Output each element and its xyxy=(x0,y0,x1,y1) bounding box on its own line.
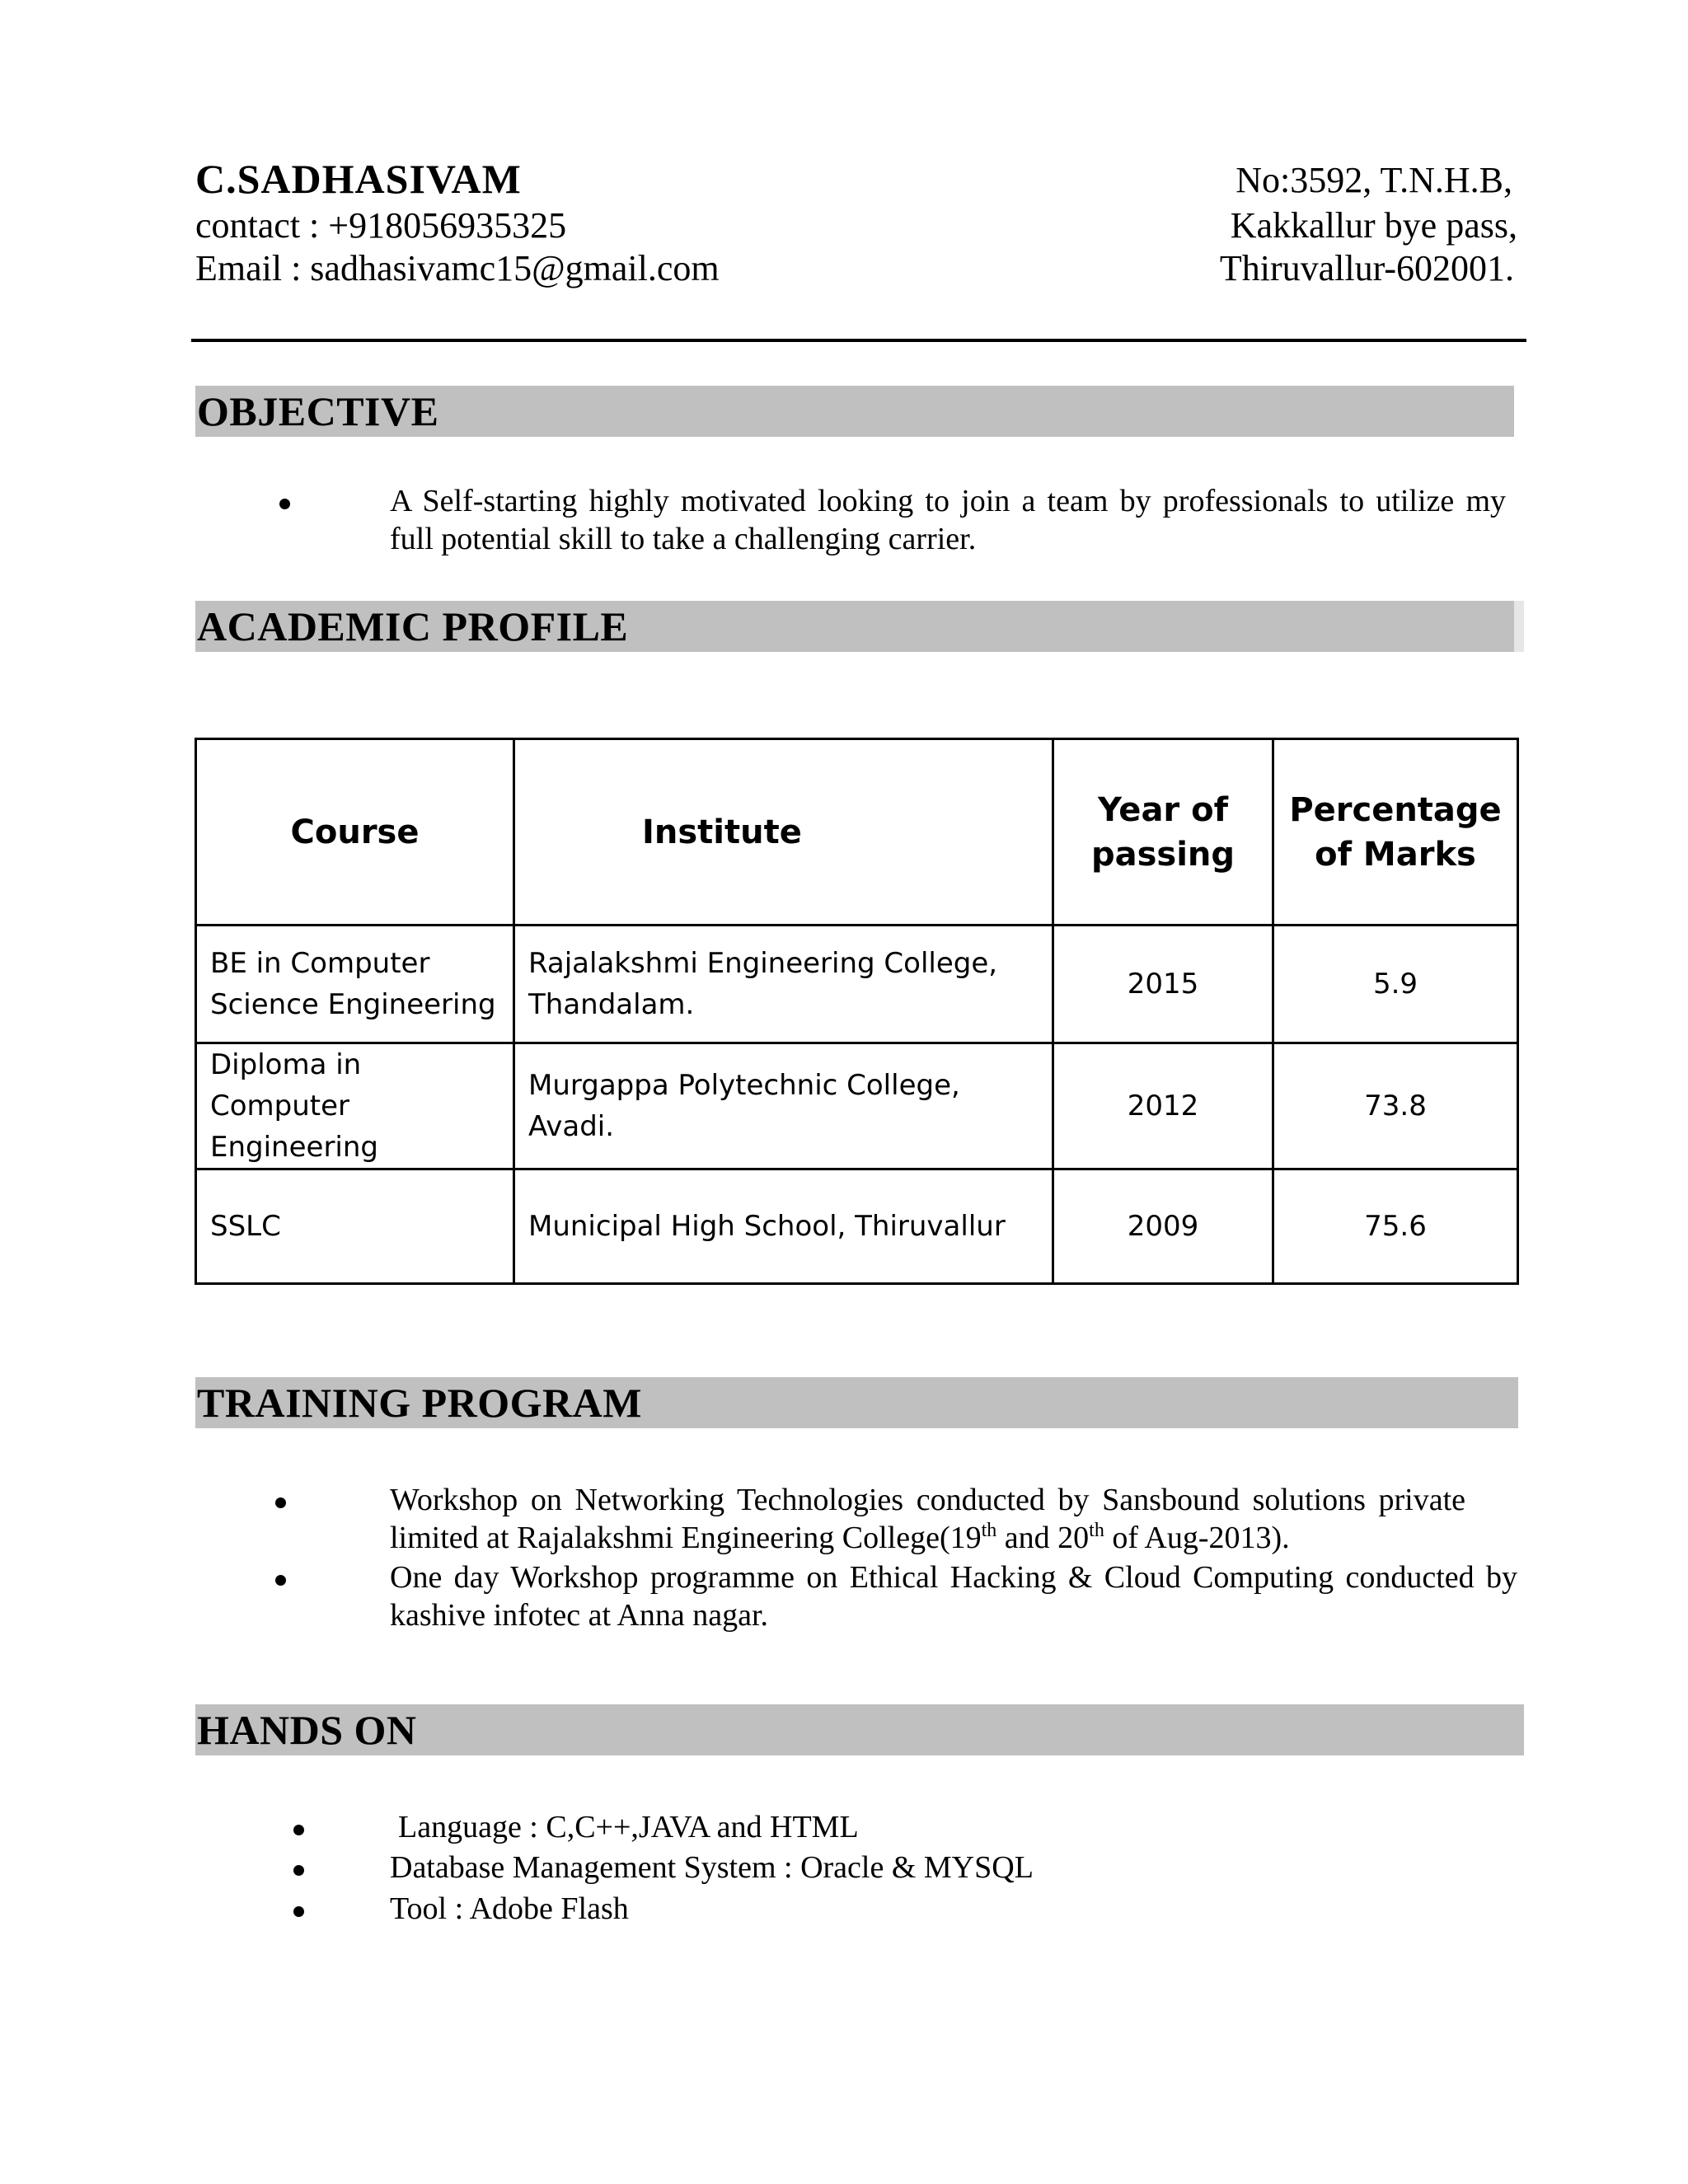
training-item-1 xyxy=(390,1481,1465,1557)
column-header-course: Course xyxy=(196,739,514,926)
skill-language: Language : C,C++,JAVA and HTML xyxy=(398,1810,859,1844)
course-cell: SSLC xyxy=(196,1169,514,1284)
year-cell: 2012 xyxy=(1053,1043,1273,1169)
column-header-year: Year of passing xyxy=(1053,739,1273,926)
skill-tool: Tool : Adobe Flash xyxy=(390,1891,629,1926)
bullet-icon xyxy=(293,1825,304,1835)
bullet-icon xyxy=(279,499,290,509)
section-heading-academic-profile: ACADEMIC PROFILE xyxy=(195,601,1514,652)
bullet-icon xyxy=(275,1575,286,1586)
contact-email: Email : sadhasivamc15@gmail.com xyxy=(195,248,720,288)
bullet-icon xyxy=(275,1497,286,1508)
section-heading-objective: OBJECTIVE xyxy=(195,386,1514,437)
superscript-th: th xyxy=(1089,1520,1104,1541)
table-row xyxy=(196,926,1518,1043)
course-cell: BE in Computer Science Engineering xyxy=(196,926,514,1043)
institute-cell: Municipal High School, Thiruvallur xyxy=(514,1169,1053,1284)
table-row xyxy=(196,1043,1518,1169)
marks-cell: 73.8 xyxy=(1273,1043,1518,1169)
column-header-percentage: Percentage of Marks xyxy=(1273,739,1518,926)
header-divider xyxy=(191,339,1526,342)
year-cell: 2015 xyxy=(1053,926,1273,1043)
superscript-th: th xyxy=(981,1520,997,1541)
training-item-1-text: and 20 xyxy=(996,1521,1090,1555)
training-item-1-text: of Aug-2013). xyxy=(1104,1521,1290,1555)
table-row xyxy=(196,1169,1518,1284)
address-line-3: Thiruvallur-602001. xyxy=(1219,248,1514,288)
contact-phone: contact : +918056935325 xyxy=(195,205,567,246)
candidate-name: C.SADHASIVAM xyxy=(195,156,522,202)
address-line-2: Kakkallur bye pass, xyxy=(1230,205,1517,246)
year-cell: 2009 xyxy=(1053,1169,1273,1284)
training-item-1-text: Workshop on Networking Technologies conducted by Sansbound solutions private limited at Rajalakshmi Engineering College(19 xyxy=(390,1483,1465,1555)
section-heading-hands-on: HANDS ON xyxy=(195,1704,1524,1755)
training-item-2: One day Workshop programme on Ethical Hacking & Cloud Computing conducted by kashive infotec at Anna nagar. xyxy=(390,1560,1517,1633)
skill-database: Database Management System : Oracle & MYSQL xyxy=(390,1850,1034,1885)
table-header-row xyxy=(196,739,1518,926)
course-cell: Diploma in Computer Engineering xyxy=(196,1043,514,1169)
section-heading-training-program: TRAINING PROGRAM xyxy=(195,1377,1518,1428)
institute-cell: Rajalakshmi Engineering College, Thandalam. xyxy=(514,926,1053,1043)
marks-cell: 75.6 xyxy=(1273,1169,1518,1284)
objective-text: A Self-starting highly motivated looking to join a team by professionals to utilize my full potential skill to take a challenging carrier. xyxy=(390,484,1506,556)
address-line-1: No:3592, T.N.H.B, xyxy=(1236,160,1512,200)
column-header-institute: Institute xyxy=(514,739,1053,926)
institute-cell: Murgappa Polytechnic College, Avadi. xyxy=(514,1043,1053,1169)
bullet-icon xyxy=(293,1865,304,1876)
bullet-icon xyxy=(293,1906,304,1917)
marks-cell: 5.9 xyxy=(1273,926,1518,1043)
academic-table xyxy=(195,738,1519,1285)
